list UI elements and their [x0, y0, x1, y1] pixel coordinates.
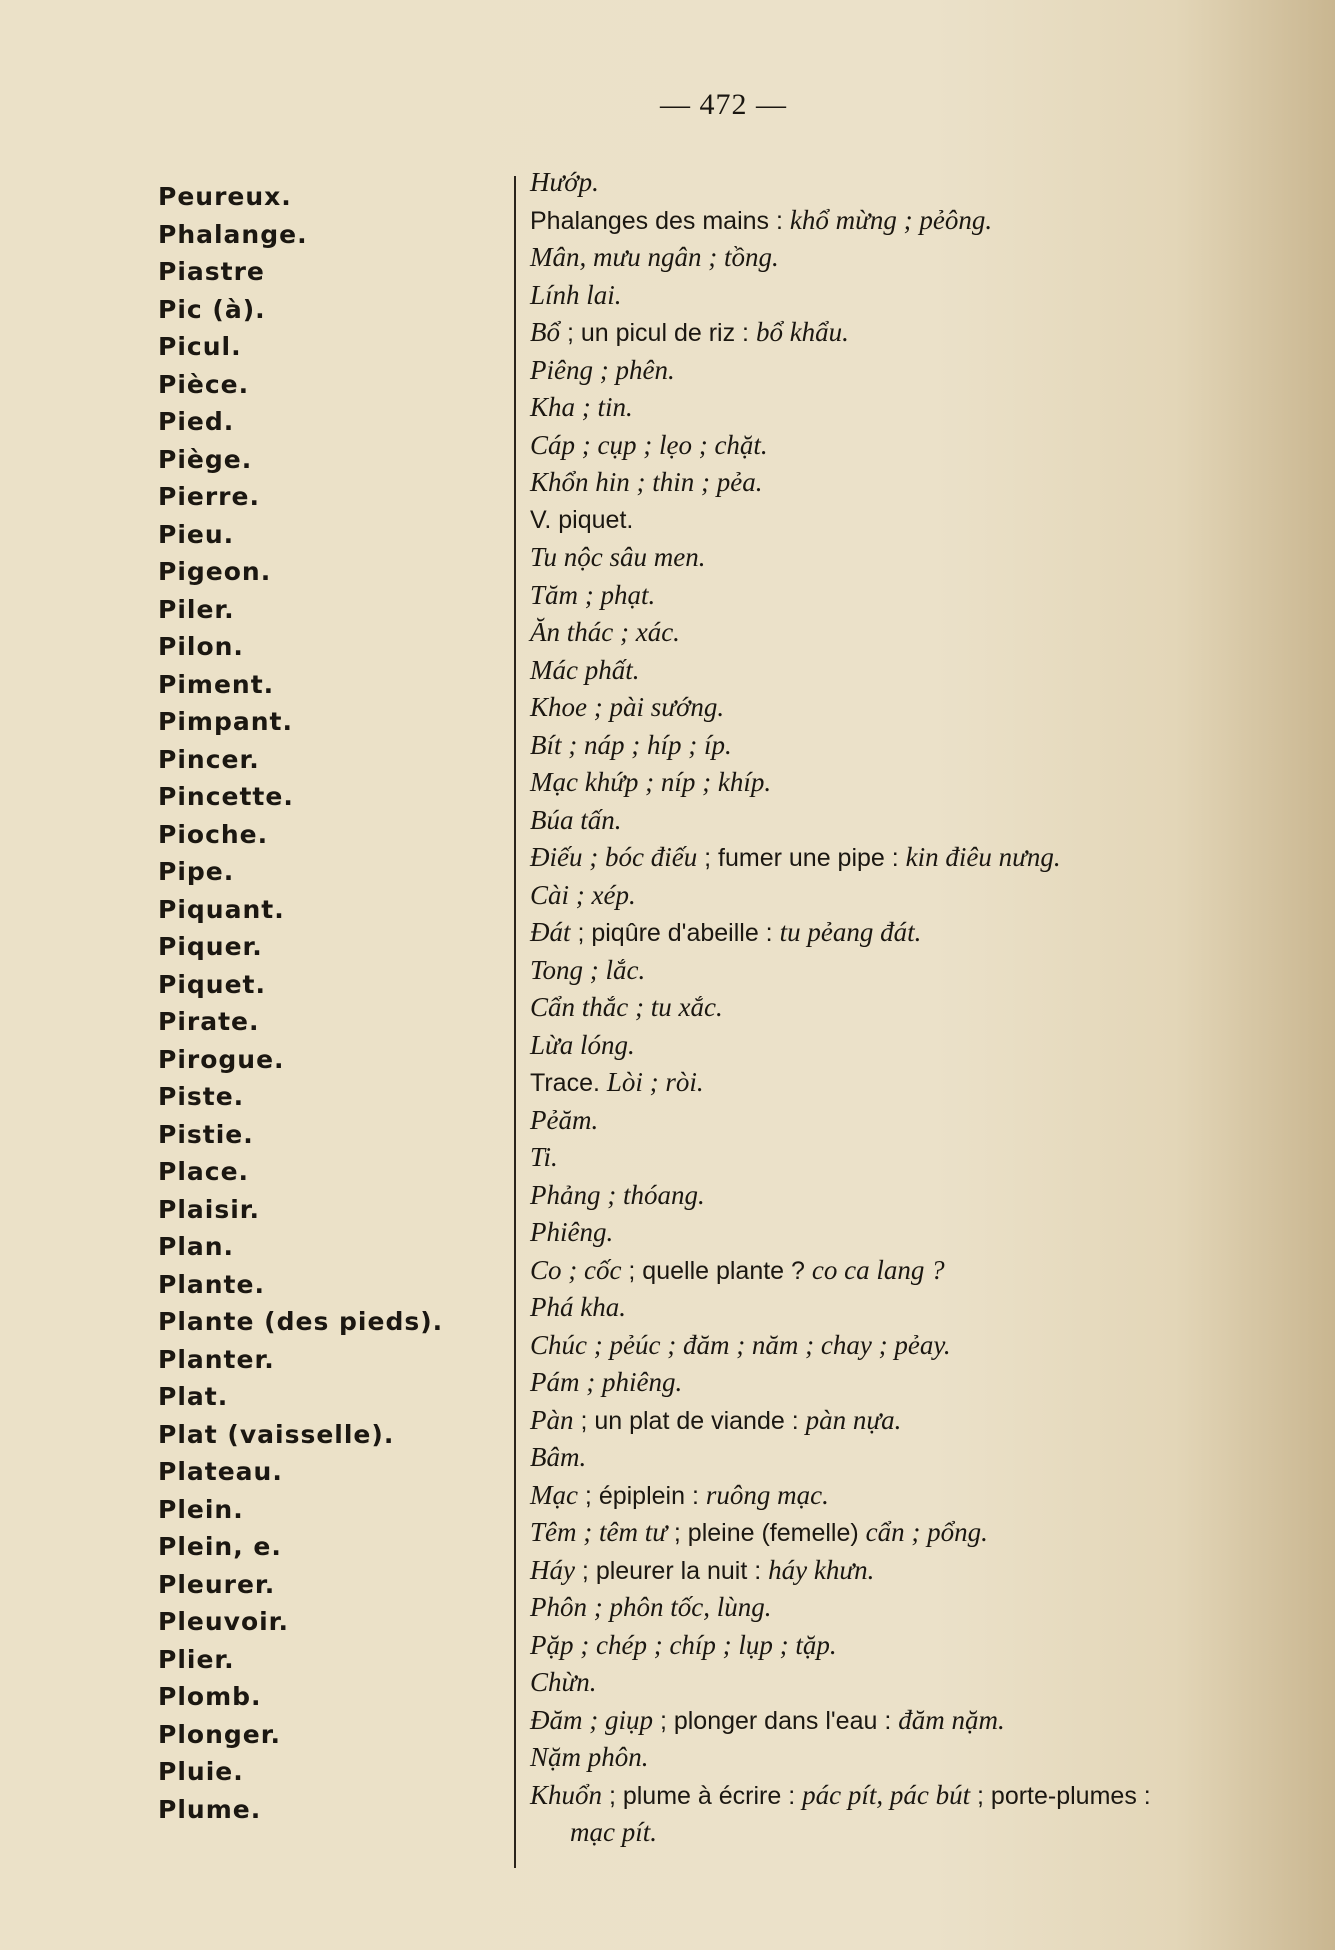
headword: Place. [158, 1157, 250, 1186]
definition [530, 1514, 1320, 1552]
vernacular-text: Phiêng. [530, 1217, 614, 1247]
definition [530, 1439, 1320, 1477]
headword: Plonger. [158, 1719, 281, 1749]
headword: Pirogue. [158, 1044, 285, 1074]
headword: Planter. [158, 1344, 275, 1374]
headword: Pièce. [158, 369, 250, 399]
headword: Plier. [158, 1644, 235, 1674]
vernacular-text: Mân, mưu ngân ; tồng. [530, 242, 779, 272]
headword: Pirate. [158, 1007, 260, 1036]
vernacular-text: Khoe ; pài sướng. [530, 692, 725, 722]
french-text: Phalanges des mains : [530, 206, 790, 235]
definition [530, 1627, 1320, 1665]
definition [530, 1064, 1320, 1102]
headword: Plaisir. [158, 1194, 261, 1224]
headword: Pioche. [158, 819, 269, 849]
definition [530, 164, 1320, 202]
definition [530, 1289, 1320, 1327]
definition-continuation [530, 1814, 1320, 1852]
headword: Plat. [158, 1382, 229, 1411]
vernacular-text: Mạc khứp ; níp ; khíp. [530, 767, 772, 797]
vernacular-text: Mác phất. [530, 654, 640, 685]
vernacular-text: Pám ; phiêng. [530, 1367, 683, 1397]
headword: Pistie. [158, 1119, 254, 1149]
vernacular-text: Piêng ; phên. [530, 354, 675, 385]
vernacular-text: Mạc [530, 1479, 578, 1510]
headword: Plante (des pieds). [158, 1307, 444, 1336]
headword: Plateau. [158, 1457, 283, 1486]
french-text: Trace. [530, 1069, 607, 1097]
vernacular-text: Lính lai. [530, 279, 622, 310]
definition [530, 1777, 1320, 1815]
headword: Pincer. [158, 744, 260, 774]
definition [530, 1589, 1320, 1627]
vernacular-text: Điếu ; bóc điếu [530, 842, 698, 872]
headword: Peureux. [158, 182, 292, 211]
definition [530, 839, 1320, 877]
definition [530, 202, 1320, 240]
vernacular-text: Đát [530, 917, 571, 947]
vernacular-text: Têm ; têm tư [530, 1517, 667, 1547]
vernacular-text: Pẻăm. [530, 1104, 599, 1135]
headword: Pluie. [158, 1757, 244, 1786]
french-text: ; fumer une pipe : [697, 844, 906, 872]
headword: Pic (à). [158, 294, 266, 324]
vernacular-text: Búa tấn. [530, 804, 622, 835]
headword: Piler. [158, 594, 235, 624]
vernacular-text: Nặm phôn. [530, 1742, 649, 1772]
vernacular-text: Pàn [530, 1404, 574, 1435]
headword: Plein, e. [158, 1532, 282, 1561]
vernacular-text: háy khưn. [768, 1554, 875, 1585]
headword: Pimpant. [158, 707, 293, 736]
vernacular-text: Co ; cốc [530, 1254, 622, 1285]
vernacular-text: Háy [530, 1554, 575, 1585]
vernacular-text: Tăm ; phạt. [530, 579, 656, 610]
definition [530, 1214, 1320, 1252]
vernacular-text: mạc pít. [570, 1817, 657, 1847]
headword: Pleuvoir. [158, 1607, 289, 1636]
definition [530, 1327, 1320, 1365]
vernacular-text: bổ khẩu. [755, 317, 849, 347]
definition [530, 577, 1320, 615]
definition [530, 652, 1320, 690]
french-text: ; plume à écrire : [602, 1781, 803, 1810]
vernacular-text: Chừn. [530, 1667, 597, 1697]
definition [530, 1664, 1320, 1702]
vernacular-text: Cài ; xép. [530, 879, 636, 910]
definition [530, 727, 1320, 765]
vernacular-text: Phá kha. [530, 1292, 626, 1322]
column-divider [514, 176, 516, 1868]
headword: Piquet. [158, 969, 266, 999]
definition [530, 689, 1320, 727]
definition [530, 877, 1320, 915]
definition [530, 1552, 1320, 1590]
vernacular-text: pác pít, pác bút [802, 1779, 971, 1810]
vernacular-text: Tu nộc sâu men. [530, 542, 706, 572]
definition [530, 989, 1320, 1027]
french-text: ; plonger dans l'eau : [653, 1706, 899, 1735]
definition [530, 764, 1320, 802]
vernacular-text: Ăn thác ; xác. [530, 617, 680, 647]
vernacular-text: Tong ; lắc. [530, 954, 646, 985]
definition [530, 502, 1320, 540]
headword: Pigeon. [158, 557, 272, 586]
french-text: ; piqûre d'abeille : [570, 919, 780, 947]
headword: Pipe. [158, 857, 235, 886]
headword: Phalange. [158, 219, 308, 249]
vernacular-text: pàn nựa. [805, 1404, 902, 1435]
vernacular-text: kin điêu nưng. [905, 842, 1061, 872]
vernacular-text: Đăm ; giụp [530, 1704, 653, 1735]
headword: Piège. [158, 444, 253, 474]
headword: Pieu. [158, 519, 235, 549]
definition [530, 1139, 1320, 1177]
definition [530, 539, 1320, 577]
french-text: ; un picul de riz : [560, 319, 756, 347]
headword: Plomb. [158, 1682, 262, 1711]
vernacular-text: Phôn ; phôn tốc, lùng. [530, 1592, 772, 1622]
definition [530, 277, 1320, 315]
vernacular-text: Bâm. [530, 1442, 587, 1472]
french-text: ; porte-plumes : [970, 1781, 1151, 1810]
french-text: ; épiplein : [577, 1481, 706, 1510]
vernacular-text: Phảng ; thóang. [530, 1179, 705, 1210]
definition [530, 1477, 1320, 1515]
vernacular-text: Chúc ; pẻúc ; đăm ; năm ; chay ; pẻay. [530, 1329, 951, 1360]
vernacular-text: Khuổn [530, 1779, 603, 1810]
vernacular-text: ruông mạc. [705, 1479, 829, 1510]
definition [530, 239, 1320, 277]
vernacular-text: Lòi ; ròi. [606, 1067, 704, 1097]
vernacular-text: Cáp ; cụp ; lẹo ; chặt. [530, 429, 768, 460]
french-text: V. piquet. [530, 505, 634, 534]
definition [530, 1402, 1320, 1440]
definition [530, 389, 1320, 427]
definition [530, 1177, 1320, 1215]
vernacular-text: khổ mừng ; pẻông. [789, 204, 993, 235]
vernacular-text: Pặp ; chép ; chíp ; lụp ; tặp. [530, 1629, 837, 1660]
french-text: ; un plat de viande : [573, 1406, 806, 1435]
vernacular-text: Hướp. [530, 167, 599, 197]
headword: Piment. [158, 669, 275, 699]
definition [530, 802, 1320, 840]
definition [530, 1027, 1320, 1065]
headword: Piste. [158, 1082, 245, 1111]
vernacular-text: cẩn ; pổng. [865, 1517, 988, 1547]
headword: Plat (vaisselle). [158, 1419, 395, 1449]
headword: Piquant. [158, 894, 285, 924]
vernacular-text: Khổn hin ; thin ; pẻa. [530, 467, 763, 497]
headword: Picul. [158, 332, 242, 361]
page-number: — 472 — [660, 88, 787, 121]
headword: Plume. [158, 1794, 262, 1824]
vernacular-text: co ca lang ? [811, 1254, 945, 1285]
definition-column [530, 164, 1320, 1852]
vernacular-text: Ti. [530, 1142, 558, 1172]
definition [530, 1702, 1320, 1740]
headword: Pierre. [158, 482, 260, 511]
headword: Pincette. [158, 782, 294, 811]
vernacular-text: Bổ [530, 317, 560, 347]
headword: Piastre [158, 257, 265, 286]
definition [530, 1739, 1320, 1777]
definition [530, 1252, 1320, 1290]
headword-column [158, 178, 498, 1828]
vernacular-text: tu pẻang đát. [779, 917, 922, 947]
headword: Pied. [158, 407, 235, 436]
vernacular-text: Lừa lóng. [530, 1029, 635, 1060]
vernacular-text: Bít ; náp ; híp ; íp. [530, 729, 732, 760]
french-text: ; pleurer la nuit : [574, 1556, 769, 1585]
headword: Plante. [158, 1269, 265, 1299]
headword: Piquer. [158, 932, 263, 961]
definition [530, 614, 1320, 652]
definition [530, 914, 1320, 952]
definition [530, 1364, 1320, 1402]
definition [530, 352, 1320, 390]
headword: Plein. [158, 1494, 244, 1524]
definition [530, 427, 1320, 465]
vernacular-text: Kha ; tin. [530, 392, 633, 422]
headword: Pleurer. [158, 1569, 276, 1599]
definition [530, 464, 1320, 502]
definition [530, 952, 1320, 990]
definition [530, 314, 1320, 352]
french-text: ; pleine (femelle) [666, 1519, 866, 1547]
headword: Pilon. [158, 632, 244, 661]
definition [530, 1102, 1320, 1140]
vernacular-text: Cẩn thắc ; tu xắc. [530, 992, 723, 1022]
vernacular-text: đăm nặm. [898, 1704, 1005, 1735]
headword: Plan. [158, 1232, 235, 1261]
french-text: ; quelle plante ? [621, 1256, 812, 1285]
